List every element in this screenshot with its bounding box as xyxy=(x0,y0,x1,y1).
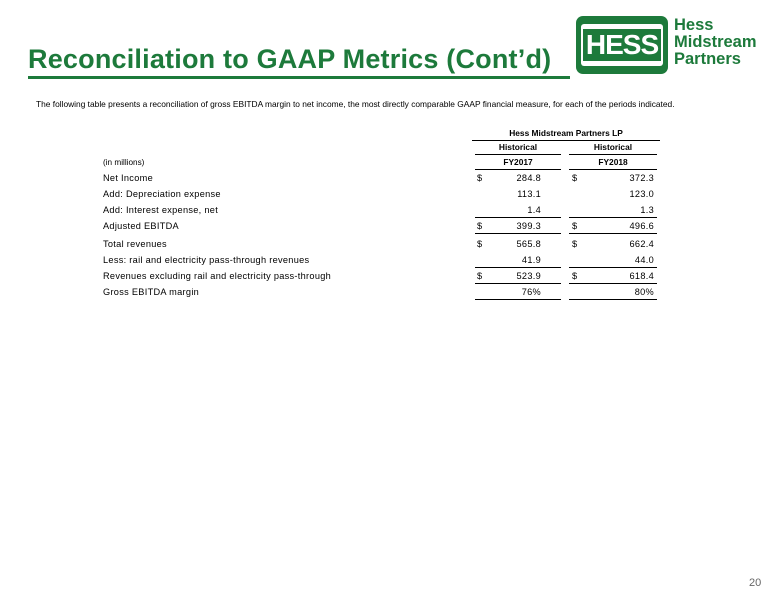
table-row-total-revenues xyxy=(97,236,660,252)
value-fy2017: 284.8 xyxy=(516,173,541,183)
logo-badge xyxy=(576,16,668,74)
value-fy2018: 662.4 xyxy=(629,239,654,249)
total-rule xyxy=(569,299,657,300)
row-label: Gross EBITDA margin xyxy=(103,287,200,297)
hess-midstream-logo xyxy=(576,16,756,74)
table-row-gross-ebitda-margin xyxy=(97,284,660,300)
period-header-1: Historical xyxy=(498,142,538,152)
table-row-interest xyxy=(97,202,660,218)
value-fy2017: 1.4 xyxy=(527,205,541,215)
table-row-depreciation xyxy=(97,186,660,202)
title-underline xyxy=(28,76,570,79)
currency-symbol: $ xyxy=(477,271,483,281)
value-fy2017: 399.3 xyxy=(516,221,541,231)
currency-symbol: $ xyxy=(477,239,483,249)
table-row-net-income xyxy=(97,170,660,186)
currency-symbol: $ xyxy=(477,221,483,231)
value-fy2018: 496.6 xyxy=(629,221,654,231)
year-header-1: FY2017 xyxy=(503,157,533,167)
table-group-header: Hess Midstream Partners LP xyxy=(472,126,660,141)
period-header-2: Historical xyxy=(593,142,633,152)
intro-text: The following table presents a reconciliation of gross EBITDA margin to net income, the most directly comparable GAAP financial measure, for each of the periods indicated. xyxy=(36,99,675,109)
value-fy2018: 1.3 xyxy=(640,205,654,215)
value-fy2017: 41.9 xyxy=(521,255,541,265)
page-number: 20 xyxy=(749,577,762,589)
row-label: Adjusted EBITDA xyxy=(103,221,179,231)
currency-symbol: $ xyxy=(572,271,578,281)
logo-badge-text: HESS xyxy=(583,29,661,61)
value-fy2018: 44.0 xyxy=(634,255,654,265)
units-label: (in millions) xyxy=(103,158,145,167)
row-label: Add: Interest expense, net xyxy=(103,205,219,215)
value-fy2018: 123.0 xyxy=(629,189,654,199)
currency-symbol: $ xyxy=(477,173,483,183)
row-label: Total revenues xyxy=(103,239,167,249)
total-rule xyxy=(475,299,561,300)
slide-title: Reconciliation to GAAP Metrics (Cont’d) xyxy=(28,44,552,74)
value-fy2018: 372.3 xyxy=(629,173,654,183)
logo-line-2: Midstream xyxy=(674,33,757,51)
currency-symbol: $ xyxy=(572,239,578,249)
table-row-revenues-excluding xyxy=(97,268,660,284)
row-label: Less: rail and electricity pass-through revenues xyxy=(103,255,310,265)
value-fy2017: 523.9 xyxy=(516,271,541,281)
table-row-pass-through xyxy=(97,252,660,268)
value-fy2017: 565.8 xyxy=(516,239,541,249)
currency-symbol: $ xyxy=(572,173,578,183)
value-fy2018: 618.4 xyxy=(629,271,654,281)
total-rule xyxy=(475,233,561,234)
table-row-adjusted-ebitda xyxy=(97,218,660,234)
total-rule xyxy=(569,233,657,234)
logo-line-3: Partners xyxy=(674,50,741,68)
row-label: Add: Depreciation expense xyxy=(103,189,221,199)
currency-symbol: $ xyxy=(572,221,578,231)
value-fy2017: 76% xyxy=(521,287,541,297)
logo-wordmark xyxy=(674,17,757,68)
value-fy2017: 113.1 xyxy=(517,189,541,199)
row-label: Net Income xyxy=(103,173,153,183)
logo-line-1: Hess xyxy=(674,16,714,34)
row-label: Revenues excluding rail and electricity pass-through xyxy=(103,271,332,281)
value-fy2018: 80% xyxy=(634,287,654,297)
year-header-2: FY2018 xyxy=(598,157,628,167)
